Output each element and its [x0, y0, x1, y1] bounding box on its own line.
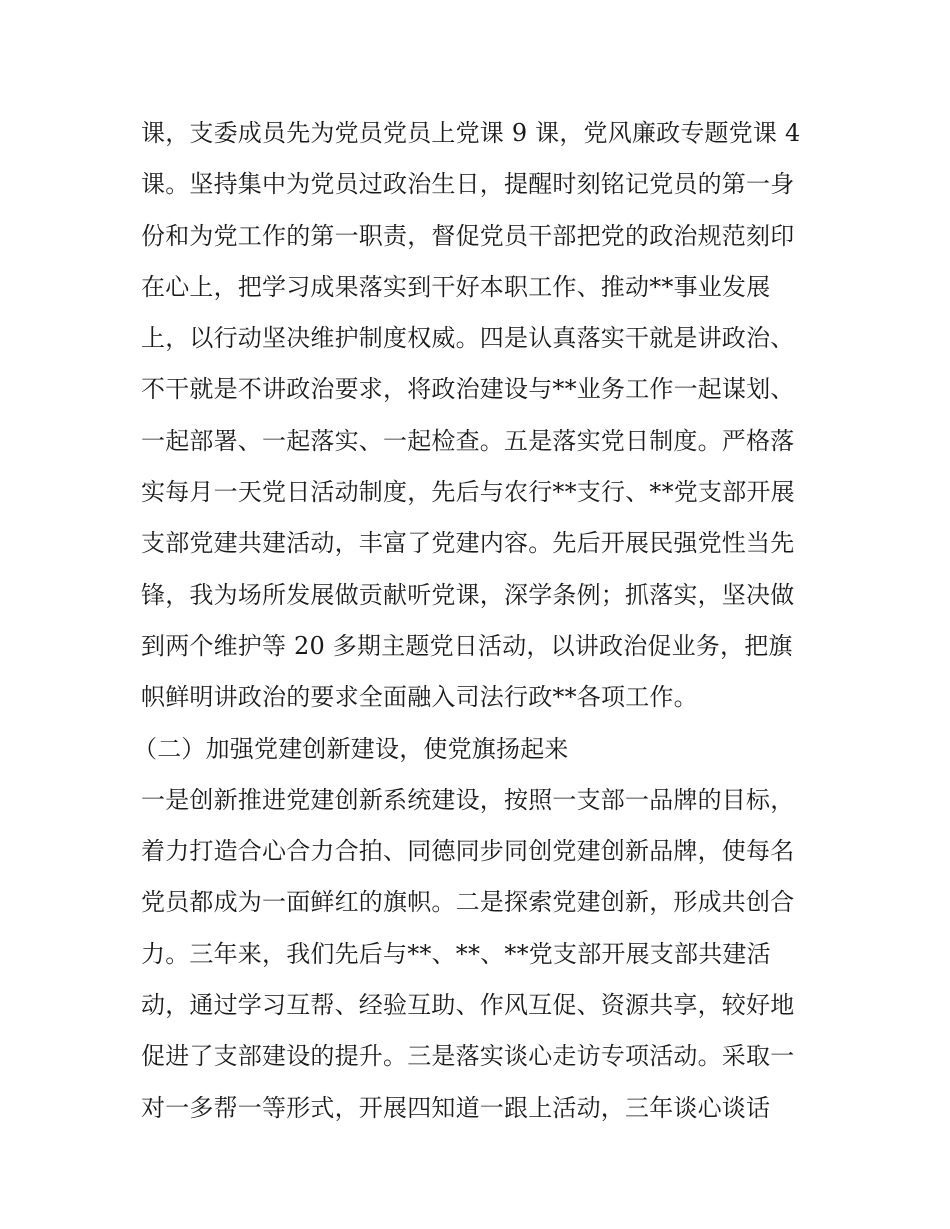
text-line: 份和为党工作的第一职责，督促党员干部把党的政治规范刻印 [141, 221, 795, 250]
text-line: 帜鲜明讲政治的要求全面融入司法行政**各项工作。 [141, 683, 698, 712]
text-line: 在心上，把学习成果落实到干好本职工作、推动**事业发展 [141, 272, 771, 301]
text-line: 促进了支部建设的提升。三是落实谈心走访专项活动。采取一 [141, 1042, 795, 1071]
text-line: 对一多帮一等形式，开展四知道一跟上活动，三年谈心谈话 [141, 1093, 771, 1122]
text-line: 一起部署、一起落实、一起检查。五是落实党日制度。严格落 [141, 426, 795, 455]
text-line: 一是创新推进党建创新系统建设，按照一支部一品牌的目标， [141, 785, 795, 814]
text-line: 课，支委成员先为党员党员上党课 9 课，党风廉政专题党课 4 [141, 119, 801, 147]
text-line: 力。三年来，我们先后与**、**、**党支部开展支部共建活 [141, 939, 771, 968]
text-line: 到两个维护等 20 多期主题党日活动，以讲政治促业务，把旗 [141, 631, 793, 660]
text-line: 动，通过学习互帮、经验互助、作风互促、资源共享，较好地 [141, 991, 795, 1020]
text-line: 实每月一天党日活动制度，先后与农行**支行、**党支部开展 [141, 478, 795, 507]
text-line: 锋，我为场所发展做贡献听党课，深学条例；抓落实，坚决做 [141, 580, 795, 609]
text-line: 不干就是不讲政治要求，将政治建设与**业务工作一起谋划、 [141, 375, 795, 404]
body-text [133, 108, 821, 1134]
text-line: 上，以行动坚决维护制度权威。四是认真落实干就是讲政治、 [141, 324, 795, 353]
text-line: 党员都成为一面鲜红的旗帜。二是探索党建创新，形成共创合 [141, 888, 795, 917]
section-heading: （二）加强党建创新建设，使党旗扬起来 [133, 734, 569, 763]
text-line: 课。坚持集中为党员过政治生日，提醒时刻铭记党员的第一身 [141, 170, 795, 199]
text-line: 着力打造合心合力合拍、同德同步同创党建创新品牌，使每名 [141, 837, 795, 866]
text-line: 支部党建共建活动，丰富了党建内容。先后开展民强党性当先 [141, 529, 795, 558]
